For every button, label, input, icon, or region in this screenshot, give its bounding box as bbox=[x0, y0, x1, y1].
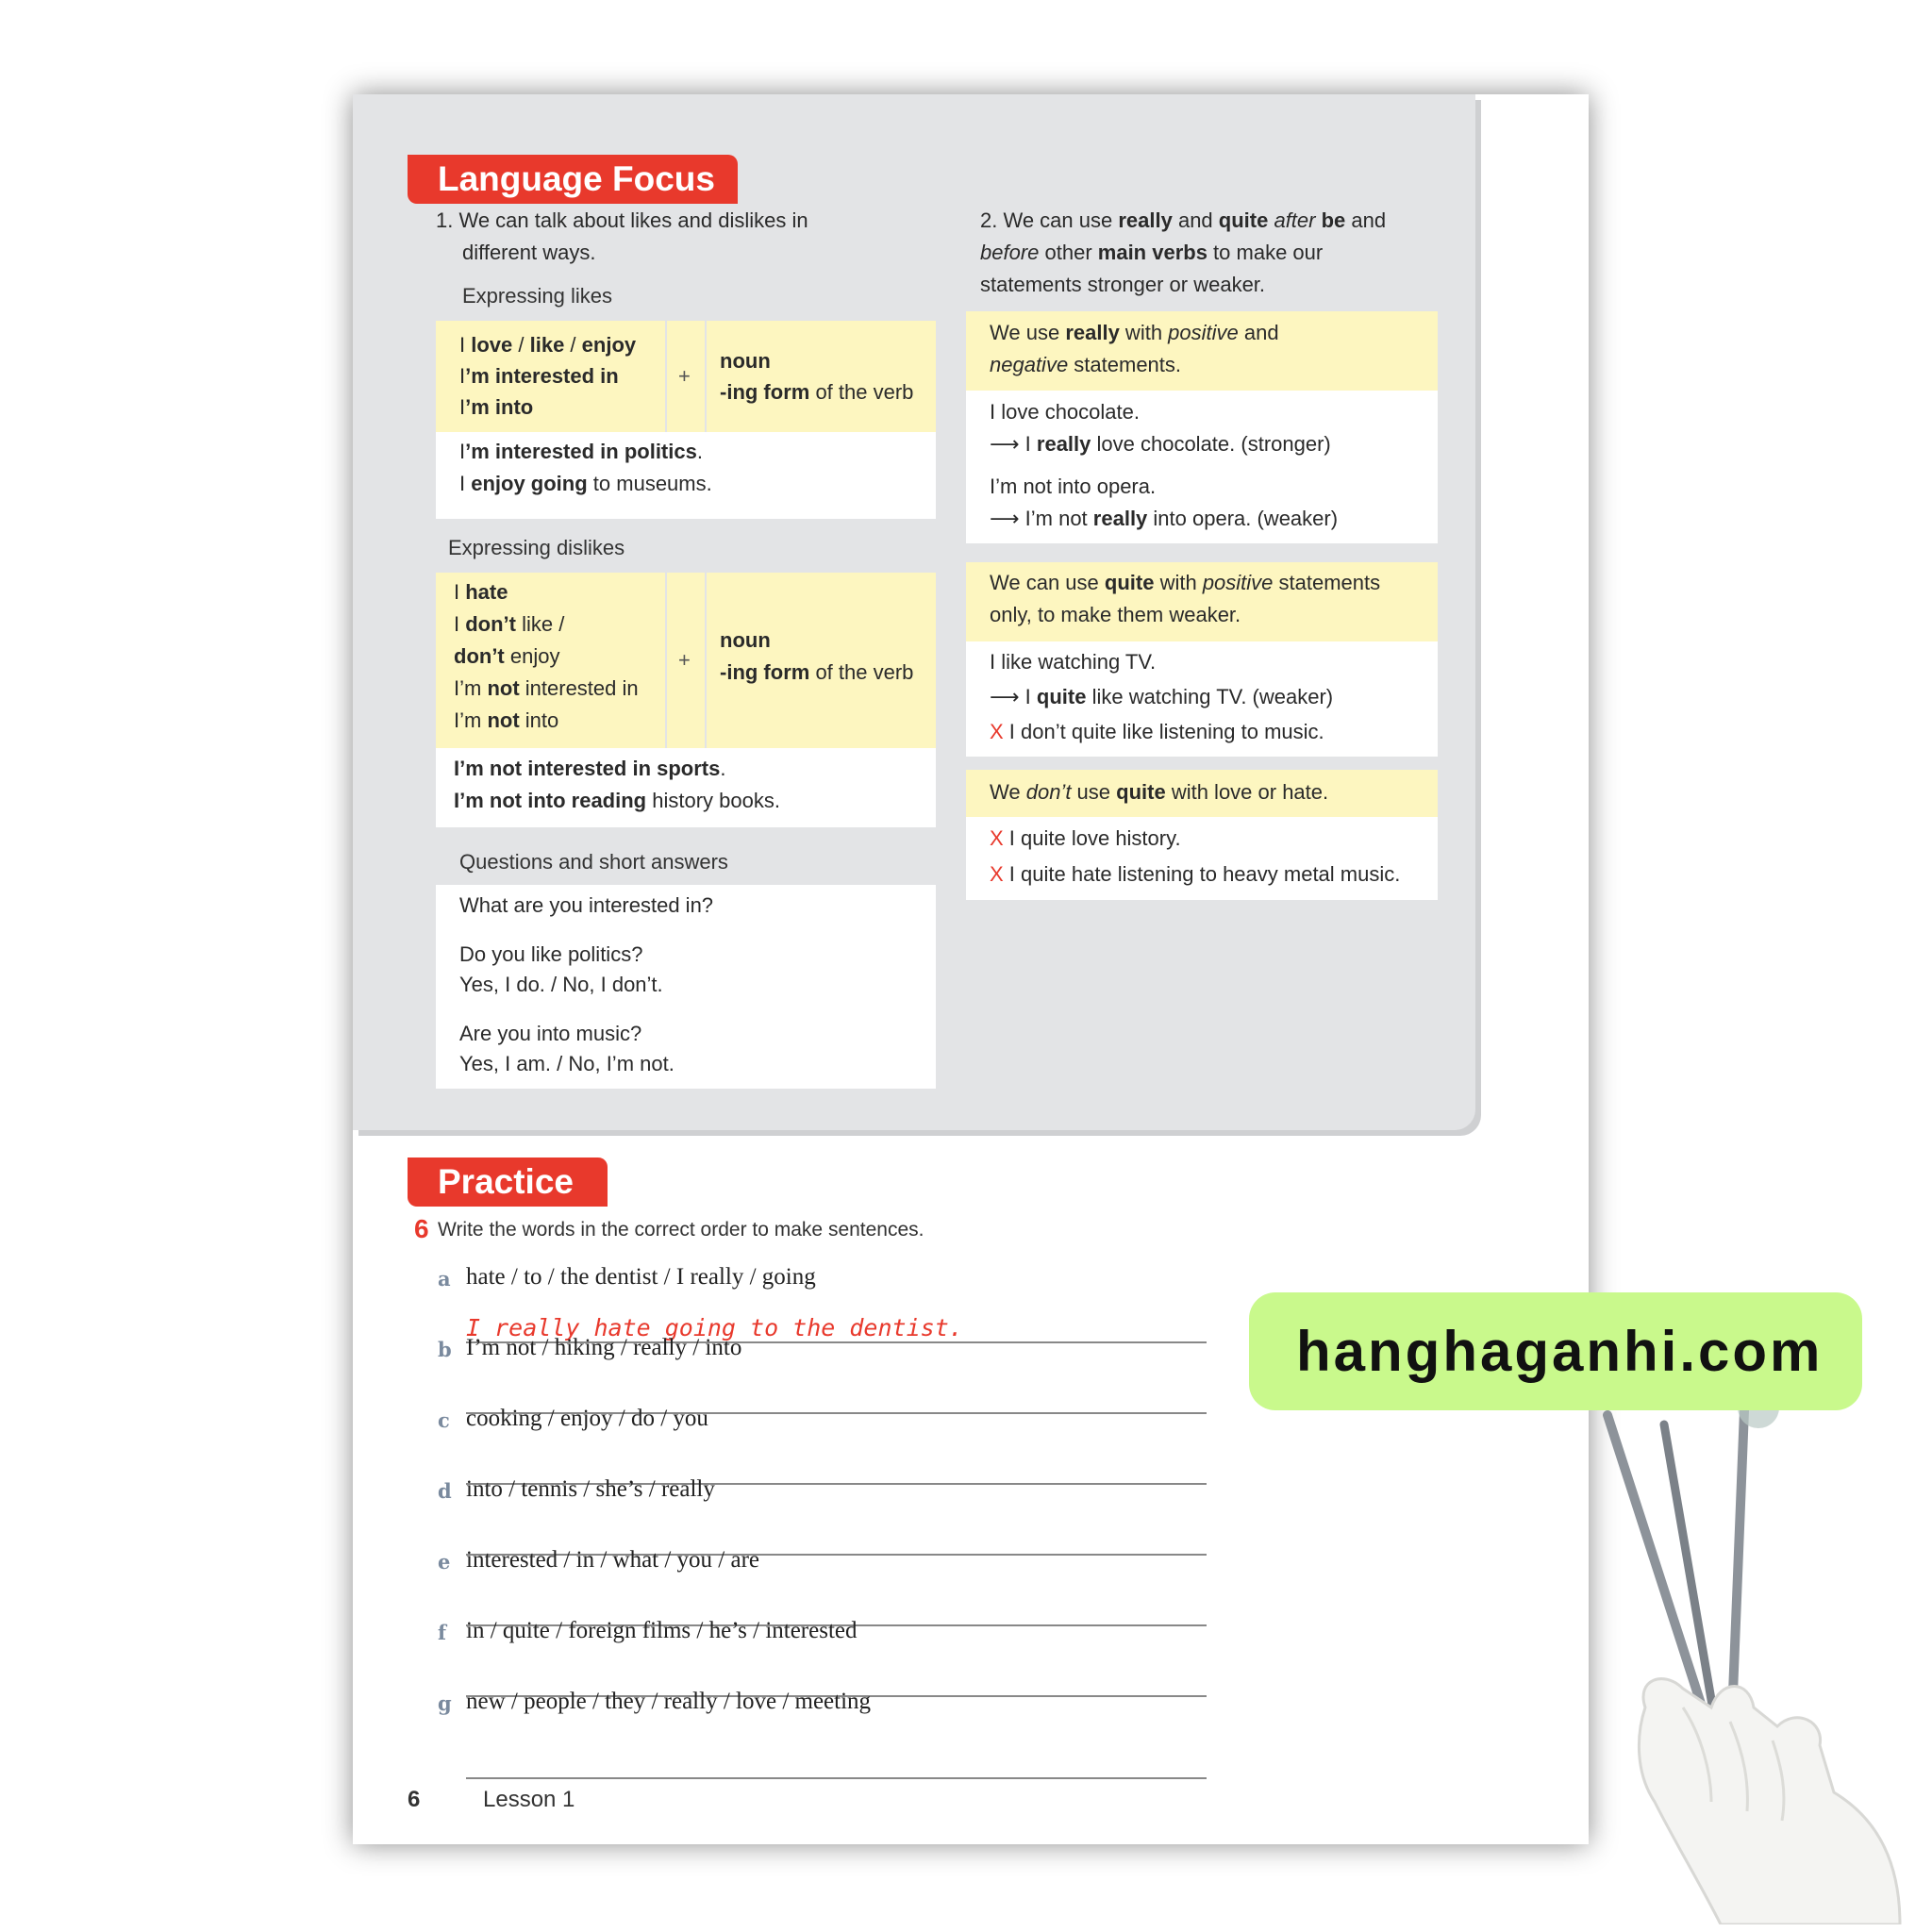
text-run: . bbox=[720, 757, 726, 780]
text-line bbox=[990, 567, 1380, 599]
text-run: don’t bbox=[465, 612, 516, 636]
text-run: 2. We can use bbox=[980, 208, 1119, 232]
text-run: We use bbox=[990, 321, 1066, 344]
text-run: to museums. bbox=[587, 472, 712, 495]
text-run: ⟶ I bbox=[990, 685, 1037, 708]
item-letter: b bbox=[438, 1338, 452, 1361]
item-letter: f bbox=[438, 1621, 447, 1644]
text-run: of the verb bbox=[809, 660, 914, 684]
text-run: with love or hate. bbox=[1165, 780, 1329, 804]
text-run: positive bbox=[1168, 321, 1239, 344]
text-line bbox=[990, 349, 1181, 381]
wrong-mark: X bbox=[990, 826, 1004, 850]
text-run: I bbox=[459, 333, 472, 357]
text-line bbox=[990, 396, 1140, 428]
text-run: I’m not into opera. bbox=[990, 475, 1157, 498]
question-line: Are you into music? bbox=[459, 1022, 642, 1045]
text-run: quite bbox=[1036, 685, 1087, 708]
divider bbox=[705, 573, 707, 748]
text-run: only, to make them weaker. bbox=[990, 603, 1241, 626]
wrong-mark: X bbox=[990, 720, 1004, 743]
text-line bbox=[720, 657, 913, 689]
text-run: like bbox=[529, 333, 565, 357]
text-run: quite bbox=[1218, 208, 1269, 232]
divider bbox=[665, 573, 667, 748]
text-run: / bbox=[564, 333, 582, 357]
divider bbox=[665, 321, 667, 432]
item-prompt: cooking / enjoy / do / you bbox=[466, 1406, 708, 1431]
exercise-number: 6 bbox=[414, 1214, 429, 1243]
text-line bbox=[990, 503, 1338, 535]
divider bbox=[705, 321, 707, 432]
text-run: enjoy bbox=[581, 333, 637, 357]
text-run: into opera. (weaker) bbox=[1147, 507, 1339, 530]
text-run: I don’t quite like listening to music. bbox=[1003, 720, 1324, 743]
text-run: ⟶ I bbox=[990, 432, 1037, 456]
text-run: enjoy going bbox=[471, 472, 588, 495]
text-run: really bbox=[1065, 321, 1120, 344]
text-line bbox=[720, 376, 913, 408]
text-line bbox=[720, 625, 771, 657]
practice-title: Practice bbox=[408, 1158, 608, 1207]
item-letter: d bbox=[438, 1479, 452, 1503]
dislikes-heading: Expressing dislikes bbox=[448, 536, 625, 559]
text-run: I bbox=[454, 612, 466, 636]
answer-line: Yes, I am. / No, I’m not. bbox=[459, 1052, 675, 1075]
text-run: noun bbox=[720, 349, 771, 373]
text-run: I’m not into reading bbox=[454, 789, 647, 812]
text-run: statements. bbox=[1068, 353, 1182, 376]
text-line bbox=[459, 468, 712, 500]
text-run: quite bbox=[1104, 571, 1155, 594]
item-prompt: interested / in / what / you / are bbox=[466, 1547, 760, 1573]
watermark-banner bbox=[1249, 1292, 1862, 1410]
text-run: and bbox=[1172, 208, 1219, 232]
text-run: not bbox=[487, 676, 520, 700]
answer-line[interactable] bbox=[466, 1777, 1207, 1779]
item-letter: g bbox=[438, 1691, 452, 1715]
text-line bbox=[459, 391, 533, 424]
text-run: We bbox=[990, 780, 1026, 804]
text-run: I’m bbox=[454, 708, 488, 732]
text-run: / bbox=[512, 333, 530, 357]
text-run: really bbox=[1092, 507, 1148, 530]
text-run: positive bbox=[1202, 571, 1274, 594]
item-letter: c bbox=[438, 1408, 450, 1432]
text-line bbox=[720, 345, 771, 377]
exercise-instruction: Write the words in the correct order to make sentences. bbox=[438, 1219, 924, 1241]
text-run: negative bbox=[990, 353, 1069, 376]
text-line bbox=[459, 329, 636, 361]
gloved-hand-with-dental-tools-icon bbox=[1579, 1396, 1932, 1924]
text-run: I love chocolate. bbox=[990, 400, 1140, 424]
text-run: and bbox=[1345, 208, 1387, 232]
text-run: hate bbox=[465, 580, 508, 604]
text-line bbox=[980, 205, 1386, 237]
text-run: love bbox=[471, 333, 513, 357]
text-run: and bbox=[1238, 321, 1279, 344]
text-run: ’m into bbox=[465, 395, 534, 419]
text-run: I bbox=[459, 472, 472, 495]
watermark-text: hanghaganhi.com bbox=[1296, 1320, 1824, 1383]
text-run: history books. bbox=[646, 789, 780, 812]
text-line bbox=[454, 608, 564, 641]
text-line bbox=[980, 237, 1323, 269]
text-run: don’t bbox=[454, 644, 505, 668]
text-run: noun bbox=[720, 628, 771, 652]
answer-line: Yes, I do. / No, I don’t. bbox=[459, 973, 663, 996]
item-prompt: into / tennis / she’s / really bbox=[466, 1476, 715, 1502]
textbook-page bbox=[353, 94, 1824, 1844]
item-prompt: in / quite / foreign films / he’s / interested bbox=[466, 1618, 858, 1643]
text-run: statements stronger or weaker. bbox=[980, 273, 1266, 296]
text-run: after bbox=[1268, 208, 1316, 232]
text-run: really bbox=[1118, 208, 1173, 232]
text-run: main verbs bbox=[1097, 241, 1208, 264]
text-line bbox=[454, 641, 559, 673]
item-prompt: hate / to / the dentist / I really / going bbox=[466, 1264, 816, 1290]
text-run: I quite hate listening to heavy metal music. bbox=[1003, 862, 1401, 886]
text-run: I quite love history. bbox=[1003, 826, 1181, 850]
lesson-label: Lesson 1 bbox=[483, 1787, 575, 1812]
text-run: interested in bbox=[519, 676, 639, 700]
text-run: ⟶ I’m not bbox=[990, 507, 1093, 530]
text-run: enjoy bbox=[504, 644, 560, 668]
text-line bbox=[990, 858, 1400, 891]
item-prompt: new / people / they / really / love / meeting bbox=[466, 1689, 872, 1714]
text-line bbox=[990, 471, 1156, 503]
text-run: to make our bbox=[1207, 241, 1324, 264]
text-run: I bbox=[454, 580, 466, 604]
text-run: before bbox=[980, 241, 1040, 264]
text-line bbox=[990, 646, 1156, 678]
text-run: love chocolate. (stronger) bbox=[1091, 432, 1331, 456]
text-line bbox=[454, 673, 639, 705]
text-run: ’m interested in bbox=[465, 364, 619, 388]
likes-heading: Expressing likes bbox=[462, 284, 612, 308]
text-run: of the verb bbox=[809, 380, 914, 404]
item-letter: a bbox=[438, 1267, 451, 1291]
text-run: -ing form bbox=[720, 660, 810, 684]
text-line bbox=[454, 753, 726, 785]
text-run: be bbox=[1321, 208, 1346, 232]
text-run: I like watching TV. bbox=[990, 650, 1157, 674]
plus-sign: + bbox=[678, 648, 691, 672]
text-line bbox=[990, 428, 1331, 460]
language-focus-title: Language Focus bbox=[408, 155, 738, 204]
text-line bbox=[459, 360, 619, 392]
text-run: I bbox=[459, 440, 466, 463]
questions-heading: Questions and short answers bbox=[459, 850, 728, 874]
question-line: Do you like politics? bbox=[459, 942, 643, 966]
text-run: I bbox=[459, 364, 466, 388]
text-run: like watching TV. (weaker) bbox=[1086, 685, 1334, 708]
item-answer: I really hate going to the dentist. bbox=[466, 1314, 963, 1341]
point1-line2: different ways. bbox=[462, 241, 596, 264]
text-line bbox=[454, 705, 558, 737]
item-prompt: I’m not / hiking / really / into bbox=[466, 1335, 742, 1360]
text-run: ’m interested in politics bbox=[465, 440, 697, 463]
text-line bbox=[990, 716, 1324, 748]
text-line bbox=[454, 785, 780, 817]
text-line bbox=[990, 599, 1241, 631]
point1-line1: 1. We can talk about likes and dislikes in bbox=[436, 208, 808, 232]
text-line bbox=[990, 823, 1181, 855]
question-line: What are you interested in? bbox=[459, 893, 714, 917]
text-run: with bbox=[1119, 321, 1169, 344]
text-line bbox=[990, 317, 1279, 349]
text-line bbox=[990, 681, 1333, 713]
text-run: other bbox=[1039, 241, 1098, 264]
page-number: 6 bbox=[408, 1787, 421, 1812]
text-run: use bbox=[1071, 780, 1117, 804]
text-run: . bbox=[696, 440, 703, 463]
text-run: I bbox=[459, 395, 466, 419]
text-run: like / bbox=[516, 612, 565, 636]
text-run: don’t bbox=[1025, 780, 1072, 804]
item-letter: e bbox=[438, 1550, 451, 1574]
text-run: -ing form bbox=[720, 380, 810, 404]
wrong-mark: X bbox=[990, 862, 1004, 886]
text-run: We can use bbox=[990, 571, 1105, 594]
text-run: statements bbox=[1273, 571, 1381, 594]
text-run: I’m not interested in sports bbox=[454, 757, 721, 780]
text-run: really bbox=[1036, 432, 1091, 456]
text-line bbox=[459, 436, 703, 468]
text-run: not bbox=[487, 708, 520, 732]
text-run: quite bbox=[1116, 780, 1166, 804]
text-run: I’m bbox=[454, 676, 488, 700]
text-run: into bbox=[519, 708, 559, 732]
text-run: with bbox=[1154, 571, 1203, 594]
text-line bbox=[454, 576, 508, 608]
text-line bbox=[980, 269, 1265, 301]
plus-sign: + bbox=[678, 364, 691, 388]
text-line bbox=[990, 776, 1328, 808]
